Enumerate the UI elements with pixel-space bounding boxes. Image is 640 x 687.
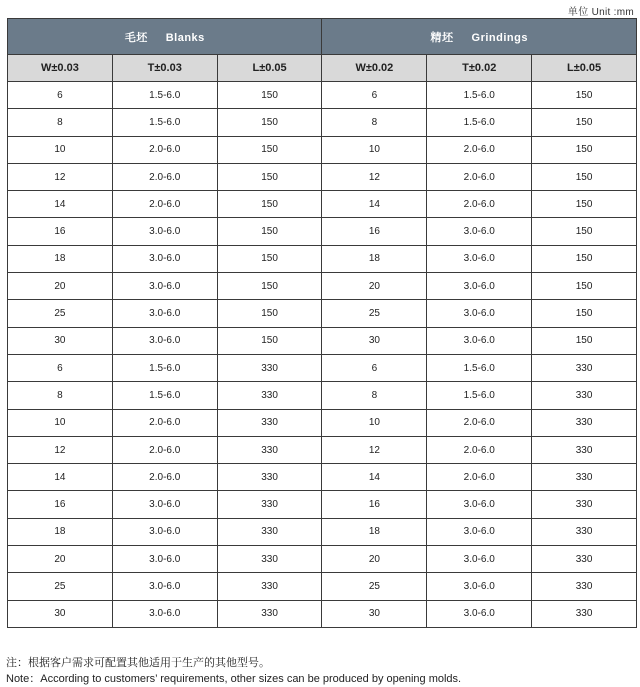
table-row: [8, 327, 637, 354]
table-cell: 12: [322, 436, 427, 463]
table-cell: 20: [322, 546, 427, 573]
table-cell: 6: [322, 82, 427, 109]
table-cell: 3.0-6.0: [427, 518, 532, 545]
table-cell: 18: [322, 518, 427, 545]
table-cell: 150: [217, 191, 322, 218]
table-cell: 330: [532, 573, 637, 600]
table-cell: 330: [532, 600, 637, 627]
group-header-row: [8, 19, 637, 55]
table-cell: 14: [8, 464, 113, 491]
table-cell: 1.5-6.0: [427, 382, 532, 409]
table-row: [8, 354, 637, 381]
table-cell: 2.0-6.0: [427, 409, 532, 436]
table-cell: 2.0-6.0: [112, 464, 217, 491]
table-cell: 330: [217, 573, 322, 600]
table-cell: 3.0-6.0: [427, 491, 532, 518]
note-cn: 注：根据客户需求可配置其他适用于生产的其他型号。: [6, 657, 270, 669]
table-cell: 3.0-6.0: [427, 573, 532, 600]
table-row: [8, 600, 637, 627]
group-header-grindings: [322, 19, 637, 55]
table-cell: 150: [532, 109, 637, 136]
table-cell: 3.0-6.0: [112, 245, 217, 272]
table-row: [8, 382, 637, 409]
table-cell: 30: [8, 327, 113, 354]
unit-label: 单位 Unit :mm: [567, 7, 634, 18]
table-cell: 330: [217, 518, 322, 545]
table-cell: 330: [532, 546, 637, 573]
table-cell: 10: [8, 409, 113, 436]
table-row: [8, 409, 637, 436]
table-cell: 330: [217, 546, 322, 573]
table-row: [8, 436, 637, 463]
table-cell: 330: [217, 491, 322, 518]
table-cell: 3.0-6.0: [112, 573, 217, 600]
table-cell: 330: [532, 354, 637, 381]
table-cell: 2.0-6.0: [112, 163, 217, 190]
table-cell: 2.0-6.0: [427, 464, 532, 491]
table-cell: 2.0-6.0: [427, 191, 532, 218]
spec-table: [7, 18, 637, 628]
table-cell: 6: [8, 82, 113, 109]
table-cell: 330: [532, 409, 637, 436]
table-cell: 3.0-6.0: [112, 273, 217, 300]
table-cell: 8: [322, 382, 427, 409]
table-cell: 2.0-6.0: [112, 136, 217, 163]
table-cell: 150: [217, 327, 322, 354]
group-header-blanks: [8, 19, 322, 55]
table-row: [8, 518, 637, 545]
group-blanks-en: Blanks: [165, 31, 205, 44]
table-cell: 1.5-6.0: [112, 354, 217, 381]
table-cell: 150: [217, 300, 322, 327]
table-cell: 3.0-6.0: [112, 518, 217, 545]
column-header: W±0.03: [8, 55, 113, 82]
table-cell: 6: [8, 354, 113, 381]
column-header: W±0.02: [322, 55, 427, 82]
table-cell: 150: [217, 82, 322, 109]
table-cell: 10: [322, 136, 427, 163]
table-cell: 16: [8, 491, 113, 518]
table-cell: 330: [532, 518, 637, 545]
table-cell: 25: [322, 573, 427, 600]
table-cell: 2.0-6.0: [427, 163, 532, 190]
spec-table-body: [8, 82, 637, 628]
table-row: [8, 573, 637, 600]
table-cell: 14: [8, 191, 113, 218]
table-cell: 18: [322, 245, 427, 272]
column-header-row: [8, 55, 637, 82]
table-cell: 2.0-6.0: [112, 436, 217, 463]
table-cell: 20: [8, 546, 113, 573]
table-row: [8, 273, 637, 300]
table-cell: 150: [217, 109, 322, 136]
table-cell: 3.0-6.0: [427, 218, 532, 245]
table-cell: 30: [322, 327, 427, 354]
table-cell: 1.5-6.0: [112, 82, 217, 109]
table-cell: 16: [8, 218, 113, 245]
table-cell: 3.0-6.0: [427, 300, 532, 327]
table-cell: 1.5-6.0: [112, 382, 217, 409]
table-cell: 150: [217, 163, 322, 190]
table-cell: 30: [8, 600, 113, 627]
table-cell: 150: [532, 82, 637, 109]
table-cell: 330: [217, 382, 322, 409]
table-cell: 1.5-6.0: [427, 109, 532, 136]
table-row: [8, 218, 637, 245]
table-cell: 20: [322, 273, 427, 300]
table-cell: 8: [322, 109, 427, 136]
table-cell: 3.0-6.0: [427, 327, 532, 354]
table-cell: 150: [532, 191, 637, 218]
column-header: T±0.02: [427, 55, 532, 82]
table-cell: 2.0-6.0: [112, 191, 217, 218]
table-cell: 3.0-6.0: [427, 546, 532, 573]
table-cell: 330: [532, 382, 637, 409]
table-cell: 150: [217, 245, 322, 272]
table-cell: 330: [217, 354, 322, 381]
table-cell: 150: [217, 136, 322, 163]
note-en: Note：According to customers’ requirements, other sizes can be produced by opening molds.: [6, 673, 462, 685]
table-cell: 3.0-6.0: [112, 546, 217, 573]
table-cell: 1.5-6.0: [427, 82, 532, 109]
table-cell: 330: [532, 491, 637, 518]
notes: [6, 655, 461, 687]
table-cell: 12: [8, 436, 113, 463]
table-cell: 3.0-6.0: [427, 273, 532, 300]
table-cell: 18: [8, 245, 113, 272]
table-cell: 12: [8, 163, 113, 190]
table-cell: 330: [532, 436, 637, 463]
table-cell: 3.0-6.0: [427, 245, 532, 272]
table-cell: 3.0-6.0: [112, 327, 217, 354]
table-cell: 150: [217, 273, 322, 300]
table-cell: 3.0-6.0: [112, 491, 217, 518]
table-cell: 330: [217, 600, 322, 627]
table-row: [8, 464, 637, 491]
table-cell: 150: [532, 245, 637, 272]
table-row: [8, 300, 637, 327]
table-cell: 3.0-6.0: [427, 600, 532, 627]
table-cell: 330: [217, 436, 322, 463]
group-grindings-cn: 精坯: [430, 31, 454, 44]
table-cell: 8: [8, 382, 113, 409]
group-blanks-cn: 毛坯: [124, 31, 148, 44]
table-cell: 18: [8, 518, 113, 545]
table-cell: 16: [322, 218, 427, 245]
table-row: [8, 82, 637, 109]
table-row: [8, 546, 637, 573]
table-cell: 10: [8, 136, 113, 163]
table-cell: 150: [532, 300, 637, 327]
column-header: L±0.05: [532, 55, 637, 82]
table-cell: 150: [217, 218, 322, 245]
group-grindings-en: Grindings: [471, 31, 528, 44]
table-cell: 330: [217, 464, 322, 491]
column-header: L±0.05: [217, 55, 322, 82]
column-header: T±0.03: [112, 55, 217, 82]
table-row: [8, 163, 637, 190]
table-cell: 30: [322, 600, 427, 627]
table-cell: 2.0-6.0: [112, 409, 217, 436]
table-cell: 10: [322, 409, 427, 436]
table-row: [8, 491, 637, 518]
table-cell: 1.5-6.0: [112, 109, 217, 136]
table-cell: 3.0-6.0: [112, 600, 217, 627]
table-cell: 6: [322, 354, 427, 381]
table-cell: 150: [532, 163, 637, 190]
table-cell: 14: [322, 191, 427, 218]
table-cell: 330: [217, 409, 322, 436]
table-cell: 25: [322, 300, 427, 327]
table-cell: 3.0-6.0: [112, 218, 217, 245]
table-row: [8, 191, 637, 218]
table-cell: 12: [322, 163, 427, 190]
table-cell: 3.0-6.0: [112, 300, 217, 327]
table-cell: 25: [8, 300, 113, 327]
table-cell: 14: [322, 464, 427, 491]
table-cell: 330: [532, 464, 637, 491]
table-cell: 25: [8, 573, 113, 600]
table-cell: 1.5-6.0: [427, 354, 532, 381]
table-row: [8, 109, 637, 136]
table-cell: 2.0-6.0: [427, 136, 532, 163]
table-row: [8, 136, 637, 163]
table-cell: 150: [532, 218, 637, 245]
table-cell: 16: [322, 491, 427, 518]
table-cell: 150: [532, 273, 637, 300]
table-cell: 150: [532, 136, 637, 163]
table-cell: 20: [8, 273, 113, 300]
table-cell: 2.0-6.0: [427, 436, 532, 463]
table-row: [8, 245, 637, 272]
table-cell: 8: [8, 109, 113, 136]
table-cell: 150: [532, 327, 637, 354]
